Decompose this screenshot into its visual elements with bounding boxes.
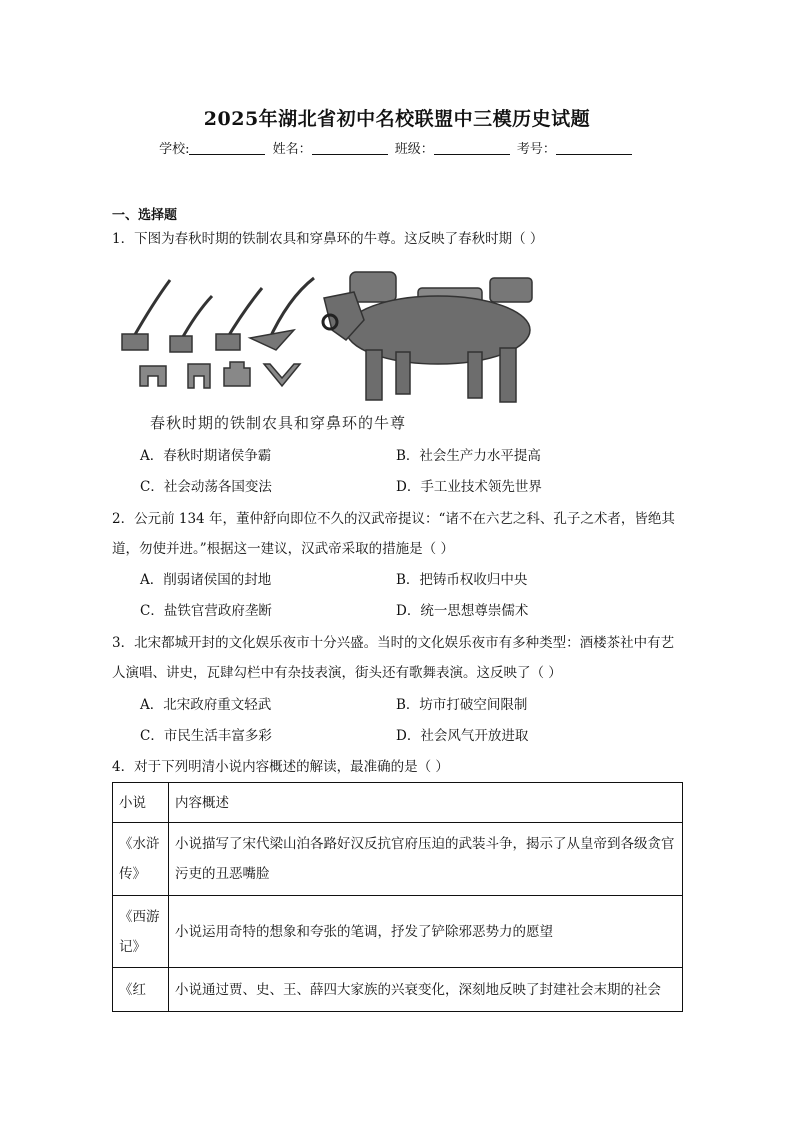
question-4-stem: 4．对于下列明清小说内容概述的解读，最准确的是（ ） bbox=[112, 759, 449, 775]
q3-option-d[interactable]: D．社会风气开放进取 bbox=[396, 728, 529, 744]
ox-zun-bronze-vessel bbox=[323, 272, 532, 402]
q1-option-b[interactable]: B．社会生产力水平提高 bbox=[396, 448, 541, 464]
class-label: 班级： bbox=[394, 142, 434, 157]
question-1-stem: 1．下图为春秋时期的铁制农具和穿鼻环的牛尊。这反映了春秋时期（ ） bbox=[112, 231, 544, 247]
table-cell-summary: 小说描写了宋代梁山泊各路好汉反抗官府压迫的武装斗争，揭示了从皇帝到各级贪官污吏的丑恶嘴脸 bbox=[169, 823, 683, 896]
q2-option-c[interactable]: C．盐铁官营政府垄断 bbox=[140, 603, 272, 619]
table-cell-novel: 《水浒传》 bbox=[113, 823, 169, 896]
iron-tools-illustration bbox=[122, 278, 314, 352]
q3-option-b[interactable]: B．坊市打破空间限制 bbox=[396, 697, 528, 713]
q1-option-d[interactable]: D．手工业技术领先世界 bbox=[396, 479, 542, 495]
q1-figure-caption: 春秋时期的铁制农具和穿鼻环的牛尊 bbox=[150, 414, 407, 432]
question-2-stem: 2．公元前 134 年，董仲舒向即位不久的汉武帝提议：“诸不在六艺之科、孔子之术者，皆绝其道，勿使并进。”根据这一建议，汉武帝采取的措施是（ ） bbox=[112, 511, 675, 557]
q2-option-b[interactable]: B．把铸币权收归中央 bbox=[396, 572, 528, 588]
table-cell-novel: 《红 bbox=[113, 968, 169, 1012]
number-blank[interactable] bbox=[556, 142, 632, 155]
table-header-row bbox=[113, 783, 683, 823]
table-cell-novel: 《西游记》 bbox=[113, 896, 169, 968]
table-row bbox=[113, 896, 683, 968]
exam-title: 2025年湖北省初中名校联盟中三模历史试题 bbox=[203, 108, 591, 130]
student-info-line bbox=[0, 138, 794, 157]
q1-figure bbox=[118, 258, 538, 438]
class-blank[interactable] bbox=[434, 142, 510, 155]
table-header-summary: 内容概述 bbox=[169, 783, 683, 823]
q1-option-a[interactable]: A．春秋时期诸侯争霸 bbox=[140, 448, 272, 464]
table-row bbox=[113, 968, 683, 1012]
q2-option-d[interactable]: D．统一思想尊崇儒术 bbox=[396, 603, 529, 619]
section-heading: 一、选择题 bbox=[112, 208, 178, 223]
number-label: 考号： bbox=[516, 142, 556, 157]
name-blank[interactable] bbox=[312, 142, 388, 155]
question-3-stem: 3．北宋都城开封的文化娱乐夜市十分兴盛。当时的文化娱乐夜市有多种类型：酒楼茶社中有艺人演唱、讲史，瓦肆勾栏中有杂技表演，街头还有歌舞表演。这反映了（ ） bbox=[112, 635, 675, 681]
school-blank[interactable] bbox=[189, 142, 265, 155]
q3-option-a[interactable]: A．北宋政府重文轻武 bbox=[140, 697, 272, 713]
novel-summary-table bbox=[112, 782, 683, 1012]
name-label: 姓名： bbox=[272, 142, 312, 157]
table-cell-summary: 小说通过贾、史、王、薛四大家族的兴衰变化，深刻地反映了封建社会末期的社会 bbox=[169, 968, 683, 1012]
table-cell-summary: 小说运用奇特的想象和夸张的笔调，抒发了铲除邪恶势力的愿望 bbox=[169, 896, 683, 968]
table-row bbox=[113, 823, 683, 896]
table-header-novel: 小说 bbox=[113, 783, 169, 823]
q3-option-c[interactable]: C．市民生活丰富多彩 bbox=[140, 728, 272, 744]
q1-option-c[interactable]: C．社会动荡各国变法 bbox=[140, 479, 272, 495]
iron-tool-heads bbox=[140, 362, 300, 388]
school-label: 学校: bbox=[159, 142, 190, 157]
q2-option-a[interactable]: A．削弱诸侯国的封地 bbox=[140, 572, 272, 588]
